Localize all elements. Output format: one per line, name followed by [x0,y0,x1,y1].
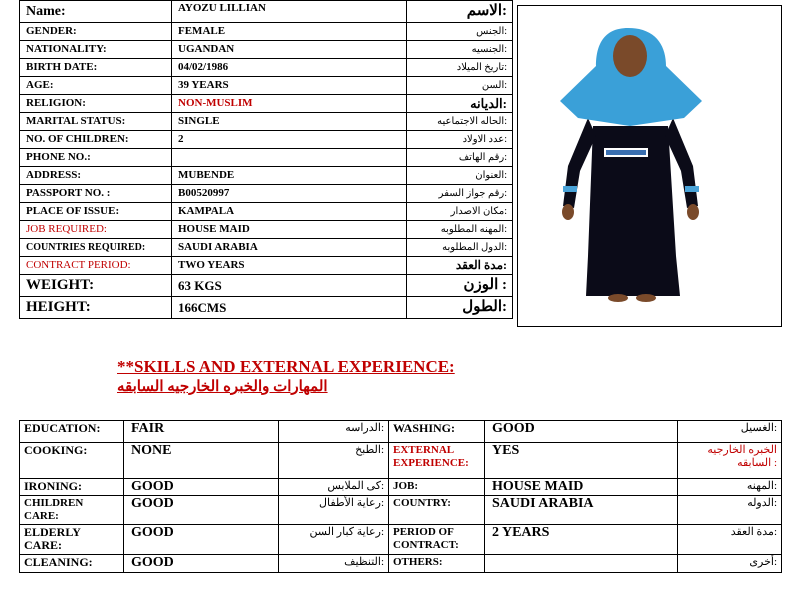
marital-status-label-ar: الحاله الاجتماعيه: [407,113,513,131]
height-label-ar: الطول: [407,297,513,319]
job-label-ar: المهنه: [678,479,782,496]
elderly-care-label: ELDERLY CARE: [20,525,124,555]
ironing-label-ar: كى الملابس: [279,479,389,496]
weight-label-ar: الوزن : [407,275,513,297]
info-row-address [20,167,513,185]
cleaning-label: CLEANING: [20,555,124,573]
passport-label-ar: رقم جواز السفر: [407,185,513,203]
country-label-ar: الدوله: [678,496,782,525]
skills-row-1 [20,421,782,443]
period-of-contract-label-ar: مدة العقد: [678,525,782,555]
skills-row-5 [20,525,782,555]
height-label: HEIGHT: [20,297,172,319]
address-label-ar: العنوان: [407,167,513,185]
children-value: 2 [172,131,407,149]
nationality-value: UGANDAN [172,41,407,59]
place-of-issue-label-ar: مكان الاصدار: [407,203,513,221]
skills-row-2 [20,443,782,479]
children-care-value: GOOD [124,496,279,525]
place-of-issue-label: PLACE OF ISSUE: [20,203,172,221]
info-row-height [20,297,513,319]
washing-value: GOOD [485,421,678,443]
cooking-label: COOKING: [20,443,124,479]
others-label: OTHERS: [389,555,485,573]
gender-label: GENDER: [20,23,172,41]
birth-date-value: 04/02/1986 [172,59,407,77]
info-row-name [20,1,513,23]
contract-period-value: TWO YEARS [172,257,407,275]
info-row-marital-status [20,113,513,131]
countries-required-value: SAUDI ARABIA [172,239,407,257]
country-label: COUNTRY: [389,496,485,525]
others-label-ar: أخرى: [678,555,782,573]
religion-label-ar: الديانه: [407,95,513,113]
name-label: Name: [20,1,172,23]
job-label: JOB: [389,479,485,496]
education-label-ar: الدراسه: [279,421,389,443]
info-row-age [20,77,513,95]
marital-status-value: SINGLE [172,113,407,131]
personal-info-table [19,0,513,319]
info-row-job-required [20,221,513,239]
info-row-passport [20,185,513,203]
passport-label: PASSPORT NO. : [20,185,172,203]
education-value: FAIR [124,421,279,443]
children-label-ar: عدد الاولاد: [407,131,513,149]
job-required-value: HOUSE MAID [172,221,407,239]
ironing-value: GOOD [124,479,279,496]
elderly-care-label-ar: رعاية كبار السن: [279,525,389,555]
info-row-countries-required [20,239,513,257]
skills-table [19,420,782,573]
washing-label: WASHING: [389,421,485,443]
gender-label-ar: الجنس: [407,23,513,41]
cleaning-value: GOOD [124,555,279,573]
cooking-label-ar: الطبخ: [279,443,389,479]
info-row-gender [20,23,513,41]
contract-period-label-ar: مدة العقد: [407,257,513,275]
phone-label: PHONE NO.: [20,149,172,167]
info-row-place-of-issue [20,203,513,221]
period-of-contract-value: 2 YEARS [485,525,678,555]
skills-heading-ar: المهارات والخبره الخارجيه السابقه [117,379,328,395]
children-care-label-ar: رعاية الأطفال: [279,496,389,525]
external-experience-label-ar: الخبره الخارجيه السابقه : [678,443,782,479]
name-label-ar: الاسم: [407,1,513,23]
skills-row-4 [20,496,782,525]
info-row-birth-date [20,59,513,77]
religion-label: RELIGION: [20,95,172,113]
cooking-value: NONE [124,443,279,479]
skills-row-6 [20,555,782,573]
person-figure-icon [518,6,781,326]
elderly-care-value: GOOD [124,525,279,555]
skills-heading: **SKILLS AND EXTERNAL EXPERIENCE: [117,357,455,376]
passport-value: B00520997 [172,185,407,203]
nationality-label-ar: الجنسيه: [407,41,513,59]
info-row-phone [20,149,513,167]
phone-value [172,149,407,167]
age-value: 39 YEARS [172,77,407,95]
age-label: AGE: [20,77,172,95]
cleaning-label-ar: التنظيف: [279,555,389,573]
info-row-religion [20,95,513,113]
birth-date-label: BIRTH DATE: [20,59,172,77]
education-label: EDUCATION: [20,421,124,443]
address-value: MUBENDE [172,167,407,185]
gender-value: FEMALE [172,23,407,41]
skills-row-3 [20,479,782,496]
job-required-label-ar: المهنه المطلوبه: [407,221,513,239]
phone-label-ar: رقم الهاتف: [407,149,513,167]
weight-label: WEIGHT: [20,275,172,297]
religion-value: NON-MUSLIM [172,95,407,113]
countries-required-label: COUNTRIES REQUIRED: [20,239,172,257]
ironing-label: IRONING: [20,479,124,496]
country-value: SAUDI ARABIA [485,496,678,525]
contract-period-label: CONTRACT PERIOD: [20,257,172,275]
period-of-contract-label: PERIOD OF CONTRACT: [389,525,485,555]
info-row-children [20,131,513,149]
washing-label-ar: الغسيل: [678,421,782,443]
info-row-nationality [20,41,513,59]
address-label: ADDRESS: [20,167,172,185]
countries-required-label-ar: الدول المطلوبه: [407,239,513,257]
children-care-label: CHILDREN CARE: [20,496,124,525]
birth-date-label-ar: تاريخ الميلاد: [407,59,513,77]
age-label-ar: السن: [407,77,513,95]
job-required-label: JOB REQUIRED: [20,221,172,239]
marital-status-label: MARITAL STATUS: [20,113,172,131]
external-experience-label: EXTERNAL EXPERIENCE: [389,443,485,479]
external-experience-value: YES [485,443,678,479]
others-value [485,555,678,573]
name-value: AYOZU LILLIAN [172,1,407,23]
candidate-photo [517,5,782,327]
place-of-issue-value: KAMPALA [172,203,407,221]
nationality-label: NATIONALITY: [20,41,172,59]
info-row-weight [20,275,513,297]
height-value: 166CMS [172,297,407,319]
job-value: HOUSE MAID [485,479,678,496]
children-label: NO. OF CHILDREN: [20,131,172,149]
info-row-contract-period [20,257,513,275]
weight-value: 63 KGS [172,275,407,297]
